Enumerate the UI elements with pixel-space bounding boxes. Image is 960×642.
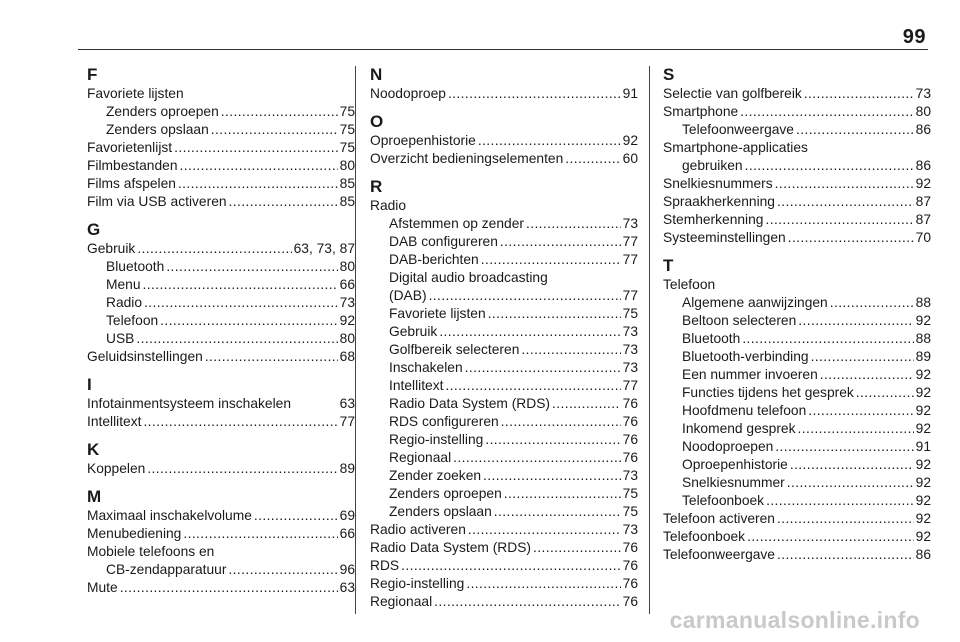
dot-leader: [468, 521, 621, 539]
index-page-refs: 77: [622, 252, 638, 267]
index-page-refs: 80: [915, 104, 931, 119]
index-entry: [370, 593, 638, 611]
dot-leader: [466, 575, 620, 593]
index-entry: [370, 557, 638, 575]
index-subentry: [370, 341, 638, 359]
index-subentry: [370, 251, 638, 269]
index-entry: [663, 139, 931, 157]
index-term: Filmbestanden: [87, 158, 178, 173]
index-letter-heading: N: [370, 65, 383, 84]
index-subentry: [370, 503, 638, 521]
index-term: Telefoonboek: [663, 529, 746, 544]
index-page-refs: 86: [915, 158, 931, 173]
dot-leader: [742, 330, 913, 348]
index-term: Radio: [370, 198, 407, 213]
dot-leader: [143, 413, 337, 431]
index-entry: [663, 276, 931, 294]
index-page-refs: 85: [339, 194, 355, 209]
index-term: Intellitext: [389, 378, 444, 393]
index-subentry: [370, 269, 638, 287]
index-page-refs: 60: [622, 151, 638, 166]
index-term: Inschakelen: [389, 360, 463, 375]
dot-leader: [765, 211, 913, 229]
index-page-refs: 89: [915, 349, 931, 364]
index-page-refs: 76: [622, 594, 638, 609]
index-page-refs: 92: [915, 475, 931, 490]
index-letter-heading: R: [370, 177, 383, 196]
dot-leader: [796, 121, 914, 139]
index-term: RDS: [370, 558, 400, 573]
index-page-refs: 91: [915, 439, 931, 454]
dot-leader: [166, 258, 337, 276]
dot-leader: [136, 330, 337, 348]
index-subentry: [663, 312, 931, 330]
index-page-refs: 76: [622, 414, 638, 429]
index-term: Een nummer invoeren: [682, 367, 818, 382]
index-term: Bluetooth: [682, 331, 741, 346]
index-term: Films afspelen: [87, 176, 176, 191]
index-entry: [87, 579, 355, 597]
index-page-refs: 75: [339, 140, 355, 155]
index-term: Snelkiesnummer: [682, 475, 785, 490]
index-subentry: [370, 233, 638, 251]
index-entry: [370, 132, 638, 150]
index-entry: [370, 197, 638, 215]
index-subentry: [370, 395, 638, 413]
index-entry: [87, 525, 355, 543]
dot-leader: [798, 420, 914, 438]
index-page-refs: 92: [915, 421, 931, 436]
index-term: Overzicht bedieningselementen: [370, 151, 564, 166]
dot-leader: [160, 312, 337, 330]
index-term: Noodoproep: [370, 86, 446, 101]
dot-leader: [448, 85, 621, 103]
index-page-refs: 77: [622, 378, 638, 393]
index-letter-heading: K: [87, 440, 100, 459]
dot-leader: [526, 215, 621, 233]
index-page-refs: 68: [339, 349, 355, 364]
index-page-refs: 73: [339, 295, 355, 310]
index-subentry: [663, 384, 931, 402]
dot-leader: [777, 193, 914, 211]
index-page-refs: 92: [622, 133, 638, 148]
index-subentry: [663, 366, 931, 384]
index-page-refs: 92: [915, 367, 931, 382]
index-subentry: [87, 294, 355, 312]
index-page-refs: 73: [622, 522, 638, 537]
index-subentry: [663, 420, 931, 438]
index-subentry: [663, 348, 931, 366]
index-term: Geluidsinstellingen: [87, 349, 203, 364]
index-term: Maximaal inschakelvolume: [87, 508, 252, 523]
index-page-refs: 75: [339, 104, 355, 119]
dot-leader: [228, 561, 337, 579]
index-letter-heading: M: [87, 487, 102, 506]
index-term: DAB-berichten: [389, 252, 479, 267]
index-page-refs: 85: [339, 176, 355, 191]
index-page-refs: 86: [915, 122, 931, 137]
page-number: 99: [902, 26, 926, 48]
index-term: Zender zoeken: [389, 468, 482, 483]
index-page-refs: 76: [622, 396, 638, 411]
index-subentry: [370, 359, 638, 377]
index-term: Intellitext: [87, 414, 142, 429]
dot-leader: [787, 474, 914, 492]
index-subentry: [663, 330, 931, 348]
index-entry: [87, 507, 355, 525]
dot-leader: [747, 528, 914, 546]
index-term: Favoriete lijsten: [87, 86, 184, 101]
index-term: Snelkiesnummers: [663, 176, 773, 191]
column-divider: [649, 66, 650, 614]
dot-leader: [856, 384, 914, 402]
index-term: Regionaal: [389, 450, 452, 465]
index-subentry: [663, 492, 931, 510]
dot-leader: [178, 175, 338, 193]
index-term: Radio: [106, 295, 143, 310]
index-subentry: [87, 330, 355, 348]
index-term: Favorietenlijst: [87, 140, 173, 155]
index-column-1: [87, 64, 355, 597]
index-subentry: [87, 103, 355, 121]
index-page-refs: 92: [915, 313, 931, 328]
index-subentry: [87, 276, 355, 294]
dot-leader: [485, 431, 620, 449]
index-entry: [87, 175, 355, 193]
index-page-refs: 92: [339, 313, 355, 328]
index-term: Radio Data System (RDS): [389, 396, 551, 411]
index-subentry: [370, 485, 638, 503]
index-term: CB-zendapparatuur: [106, 562, 227, 577]
dot-leader: [120, 579, 338, 597]
index-subentry: [370, 467, 638, 485]
index-letter-heading: O: [370, 112, 384, 131]
index-term: Telefoon: [106, 313, 159, 328]
index-page-refs: 73: [622, 324, 638, 339]
index-entry: [87, 193, 355, 211]
index-page-refs: 76: [622, 540, 638, 555]
index-page-refs: 63: [339, 580, 355, 595]
index-entry: [370, 575, 638, 593]
index-term: Zenders oproepen: [106, 104, 219, 119]
dot-leader: [439, 323, 620, 341]
index-page-refs: 70: [915, 230, 931, 245]
index-term: Film via USB activeren: [87, 194, 227, 209]
index-page-refs: 92: [915, 457, 931, 472]
dot-leader: [830, 294, 914, 312]
index-page-refs: 73: [622, 342, 638, 357]
index-term: Stemherkenning: [663, 212, 764, 227]
index-page-refs: 96: [339, 562, 355, 577]
dot-leader: [775, 438, 913, 456]
dot-leader: [174, 139, 338, 157]
index-term: Bluetooth-verbinding: [682, 349, 809, 364]
index-term: Koppelen: [87, 461, 146, 476]
index-subentry: [663, 294, 931, 312]
dot-leader: [434, 593, 621, 611]
dot-leader: [820, 366, 914, 384]
index-entry: [87, 543, 355, 561]
index-page-refs: 76: [622, 432, 638, 447]
index-term: Radio activeren: [370, 522, 466, 537]
dot-leader: [453, 449, 621, 467]
dot-leader: [137, 240, 291, 258]
dot-leader: [221, 103, 338, 121]
dot-leader: [429, 287, 621, 305]
dot-leader: [790, 456, 914, 474]
index-page-refs: 88: [915, 295, 931, 310]
index-page-refs: 80: [339, 158, 355, 173]
index-term: Hoofdmenu telefoon: [682, 403, 807, 418]
index-entry: [87, 85, 355, 103]
index-term: Bluetooth: [106, 259, 165, 274]
index-term: Zenders opslaan: [389, 504, 492, 519]
index-subentry: [87, 561, 355, 579]
index-page-refs: 92: [915, 403, 931, 418]
index-term: Infotainmentsysteem inschakelen: [87, 396, 291, 411]
index-term: Zenders oproepen: [389, 486, 502, 501]
index-term: Menubediening: [87, 526, 182, 541]
dot-leader: [565, 150, 620, 168]
dot-leader: [501, 413, 621, 431]
dot-leader: [205, 348, 338, 366]
index-page-refs: 63: [339, 396, 355, 411]
index-page-refs: 75: [339, 122, 355, 137]
index-subentry: [663, 474, 931, 492]
index-page-refs: 73: [622, 468, 638, 483]
index-term: Zenders opslaan: [106, 122, 209, 137]
index-page-refs: 66: [339, 277, 355, 292]
index-term: Beltoon selecteren: [682, 313, 797, 328]
index-page-refs: 80: [339, 331, 355, 346]
header-rule: [78, 49, 928, 50]
index-term: Digital audio broadcasting: [389, 270, 548, 285]
index-page-refs: 88: [915, 331, 931, 346]
index-term: Spraakherkenning: [663, 194, 775, 209]
index-page-refs: 80: [339, 259, 355, 274]
index-page-refs: 86: [915, 547, 931, 562]
index-entry: [663, 103, 931, 121]
index-subentry: [87, 121, 355, 139]
dot-leader: [183, 525, 337, 543]
dot-leader: [483, 467, 621, 485]
index-term: Afstemmen op zender: [389, 216, 524, 231]
index-page-refs: 75: [622, 504, 638, 519]
index-page-refs: 76: [622, 450, 638, 465]
index-page-refs: 69: [339, 508, 355, 523]
index-entry: [370, 521, 638, 539]
index-letter-heading: G: [87, 220, 101, 239]
index-subentry: [663, 121, 931, 139]
index-page-refs: 66: [339, 526, 355, 541]
dot-leader: [254, 507, 338, 525]
index-page-refs: 92: [915, 529, 931, 544]
dot-leader: [766, 492, 914, 510]
dot-leader: [777, 510, 914, 528]
index-term: Gebruik: [389, 324, 438, 339]
index-entry: [663, 229, 931, 247]
dot-leader: [229, 193, 338, 211]
index-entry: [370, 85, 638, 103]
index-page-refs: 92: [915, 176, 931, 191]
index-term: Algemene aanwijzingen: [682, 295, 828, 310]
index-entry: [87, 139, 355, 157]
dot-leader: [788, 229, 914, 247]
index-subentry: [370, 449, 638, 467]
index-term: RDS configureren: [389, 414, 499, 429]
index-entry: [87, 348, 355, 366]
dot-leader: [808, 402, 913, 420]
index-term: Regio-instelling: [389, 432, 484, 447]
index-term: Mobiele telefoons en: [87, 544, 215, 559]
dot-leader: [745, 157, 914, 175]
index-term: Telefoon: [663, 277, 716, 292]
index-term: Golfbereik selecteren: [389, 342, 520, 357]
index-subentry: [370, 305, 638, 323]
dot-leader: [481, 251, 621, 269]
index-page-refs: 77: [339, 414, 355, 429]
index-entry: [663, 510, 931, 528]
index-entry: [663, 193, 931, 211]
index-term: Oproepenhistorie: [370, 133, 476, 148]
dot-leader: [180, 157, 338, 175]
index-term: Favoriete lijsten: [389, 306, 486, 321]
dot-leader: [500, 233, 621, 251]
index-term: Mute: [87, 580, 118, 595]
dot-leader: [445, 377, 620, 395]
dot-leader: [144, 294, 338, 312]
dot-leader: [798, 312, 913, 330]
index-term: gebruiken: [682, 158, 743, 173]
index-term: Inkomend gesprek: [682, 421, 796, 436]
index-subentry: [370, 413, 638, 431]
dot-leader: [504, 485, 621, 503]
index-entry: [87, 413, 355, 431]
index-page-refs: 75: [622, 486, 638, 501]
index-entry: [87, 240, 355, 258]
index-term: Telefoonboek: [682, 493, 765, 508]
dot-leader: [465, 359, 621, 377]
index-page-refs: 73: [622, 216, 638, 231]
index-page-refs: 92: [915, 511, 931, 526]
index-page-refs: 76: [622, 576, 638, 591]
index-term: Regionaal: [370, 594, 433, 609]
index-page-refs: 77: [622, 288, 638, 303]
index-letter-heading: S: [663, 65, 675, 84]
watermark: carmanualsonline.info: [669, 607, 920, 633]
dot-leader: [521, 341, 620, 359]
dot-leader: [147, 460, 337, 478]
index-subentry: [87, 312, 355, 330]
index-term: Radio Data System (RDS): [370, 540, 532, 555]
index-term: Gebruik: [87, 241, 136, 256]
index-entry: [663, 546, 931, 564]
index-term: Telefoon activeren: [663, 511, 775, 526]
index-page-refs: 77: [622, 234, 638, 249]
dot-leader: [533, 539, 621, 557]
index-subentry: [663, 157, 931, 175]
index-term: (DAB): [389, 288, 427, 303]
index-page-refs: 87: [915, 194, 931, 209]
index-term: USB: [106, 331, 135, 346]
index-entry: [370, 150, 638, 168]
index-subentry: [370, 323, 638, 341]
dot-leader: [211, 121, 338, 139]
dot-leader: [804, 85, 914, 103]
index-entry: [663, 175, 931, 193]
index-entry: [663, 211, 931, 229]
index-subentry: [663, 456, 931, 474]
dot-leader: [811, 348, 914, 366]
index-term: Telefoonweergave: [682, 122, 794, 137]
index-term: Telefoonweergave: [663, 547, 775, 562]
dot-leader: [143, 276, 338, 294]
index-term: Noodoproepen: [682, 439, 774, 454]
index-page-refs: 73: [622, 360, 638, 375]
index-page-refs: 63, 73, 87: [293, 241, 355, 256]
index-column-2: [370, 64, 638, 611]
index-subentry: [370, 215, 638, 233]
index-entry: [663, 528, 931, 546]
index-page-refs: 91: [622, 86, 638, 101]
dot-leader: [494, 503, 621, 521]
index-term: Oproepenhistorie: [682, 457, 788, 472]
dot-leader: [401, 557, 621, 575]
dot-leader: [488, 305, 621, 323]
index-letter-heading: T: [663, 256, 674, 275]
dot-leader: [552, 395, 621, 413]
dot-leader: [478, 132, 621, 150]
index-page-refs: 89: [339, 461, 355, 476]
index-term: Smartphone: [663, 104, 739, 119]
index-subentry: [663, 402, 931, 420]
dot-leader: [775, 175, 914, 193]
index-letter-heading: I: [87, 375, 92, 394]
index-page-refs: 92: [915, 493, 931, 508]
index-term: DAB configureren: [389, 234, 498, 249]
index-term: Selectie van golfbereik: [663, 86, 802, 101]
dot-leader: [777, 546, 914, 564]
column-divider: [355, 66, 356, 614]
index-subentry: [370, 377, 638, 395]
index-page-refs: 76: [622, 558, 638, 573]
index-column-3: [663, 64, 931, 564]
index-entry: [87, 157, 355, 175]
index-columns: [78, 64, 930, 624]
index-term: Functies tijdens het gesprek: [682, 385, 854, 400]
index-term: Systeeminstellingen: [663, 230, 786, 245]
index-term: Menu: [106, 277, 141, 292]
index-subentry: [370, 431, 638, 449]
index-page-refs: 75: [622, 306, 638, 321]
index-term: Smartphone-applicaties: [663, 140, 808, 155]
index-term: Regio-instelling: [370, 576, 465, 591]
index-subentry: [87, 258, 355, 276]
index-letter-heading: F: [87, 65, 98, 84]
index-entry: [663, 85, 931, 103]
index-subentry: [663, 438, 931, 456]
index-page-refs: 87: [915, 212, 931, 227]
index-entry: [370, 539, 638, 557]
index-entry: [87, 460, 355, 478]
index-entry: [87, 395, 355, 413]
index-page-refs: 73: [915, 86, 931, 101]
index-subentry: [370, 287, 638, 305]
index-page-refs: 92: [915, 385, 931, 400]
dot-leader: [740, 103, 913, 121]
